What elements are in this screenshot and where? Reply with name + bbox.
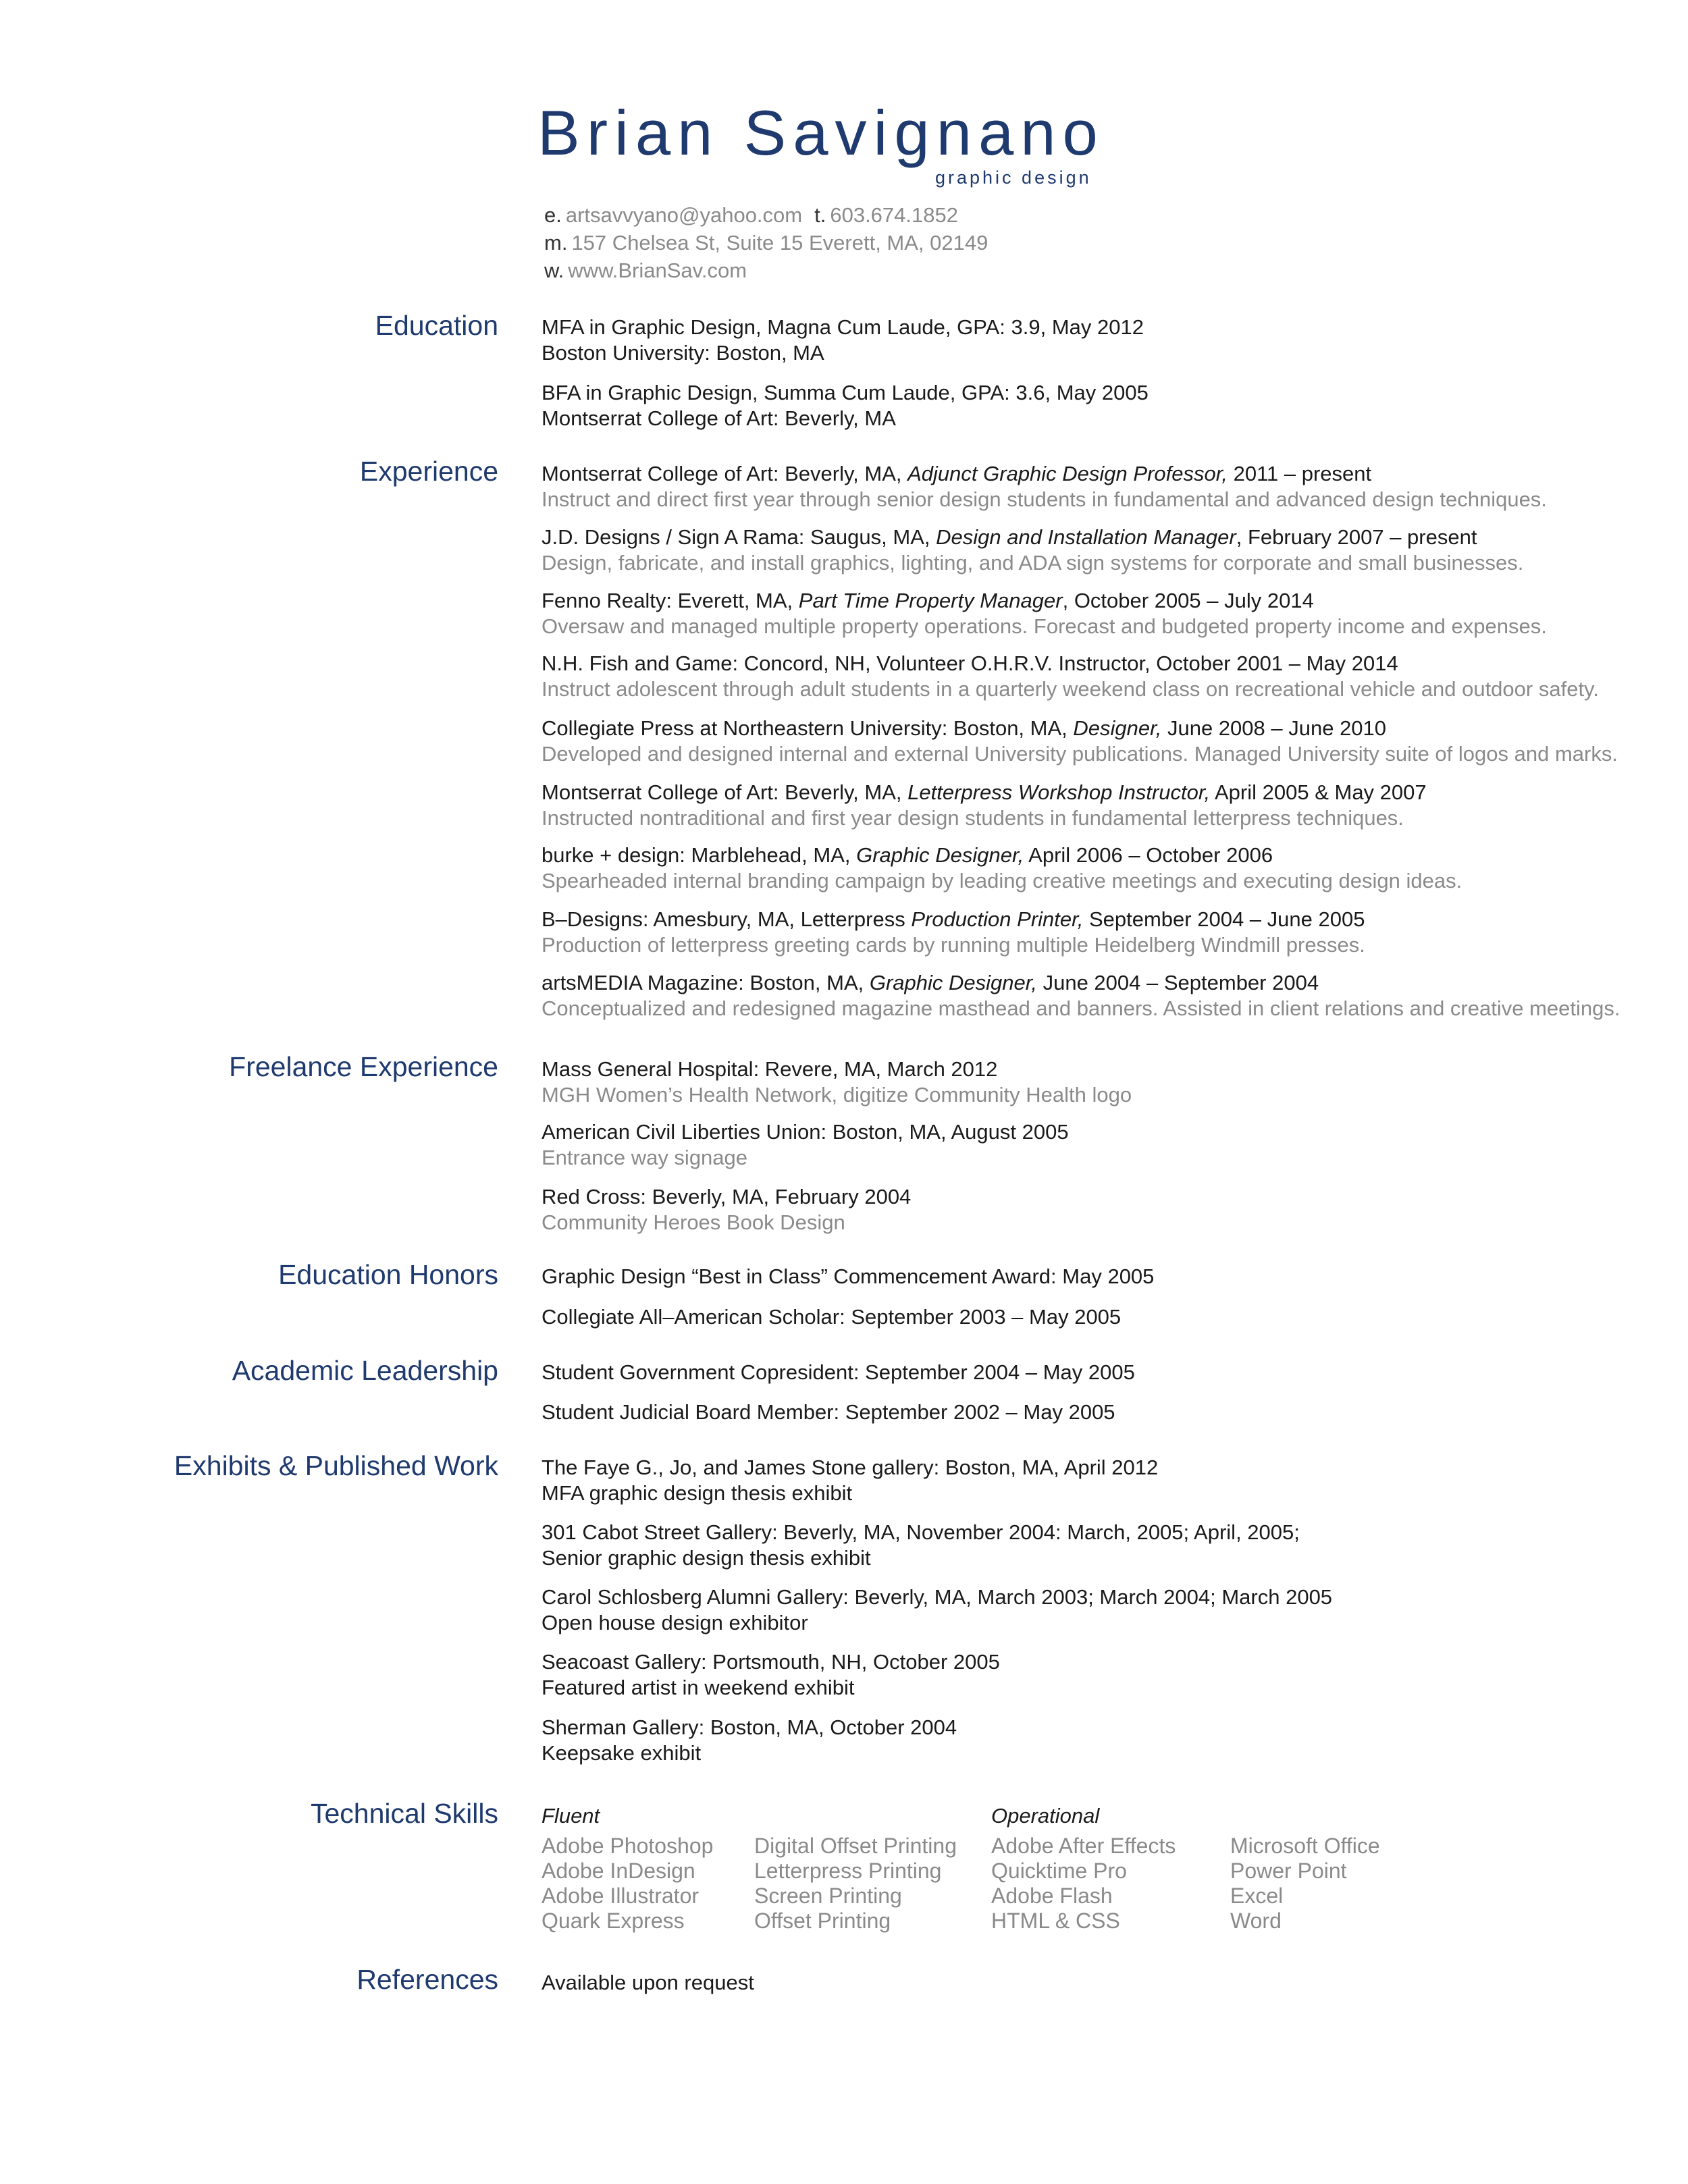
web-value[interactable]: www.BrianSav.com: [568, 259, 747, 282]
experience-org: burke + design: Marblehead, MA,: [542, 843, 857, 867]
experience-dates: June 2004 – September 2004: [1036, 971, 1319, 994]
section-heading-leadership: Academic Leadership: [232, 1355, 498, 1386]
freelance-desc: MGH Women’s Health Network, digitize Community Health logo: [542, 1083, 1132, 1107]
section-heading-experience: Experience: [359, 456, 498, 487]
skills-fluent-label: Fluent: [542, 1804, 600, 1828]
freelance-item: [542, 1184, 911, 1235]
experience-org: N.H. Fish and Game: Concord, NH, Volunteer O.H.R.V. Instructor, October 2001 – May 2014: [542, 651, 1398, 675]
skill-item: Adobe Flash: [991, 1884, 1113, 1908]
leadership-item: [542, 1360, 1135, 1385]
skill-item: Adobe Photoshop: [542, 1834, 714, 1858]
resume-tagline: graphic design: [935, 167, 1092, 188]
experience-item: [542, 970, 1620, 1021]
experience-dates: 2011 – present: [1227, 462, 1372, 485]
exhibit-title: Sherman Gallery: Boston, MA, October 2004: [542, 1715, 957, 1739]
section-heading-skills: Technical Skills: [311, 1798, 498, 1829]
experience-dates: April 2006 – October 2006: [1024, 843, 1273, 867]
skill-item: Letterpress Printing: [754, 1859, 942, 1883]
skill-item: HTML & CSS: [991, 1909, 1120, 1933]
experience-org: J.D. Designs / Sign A Rama: Saugus, MA,: [542, 525, 937, 549]
skill-item: Adobe After Effects: [991, 1834, 1176, 1858]
experience-org: Montserrat College of Art: Beverly, MA,: [542, 462, 908, 485]
experience-role: Adjunct Graphic Design Professor,: [907, 462, 1228, 485]
experience-dates: , October 2005 – July 2014: [1062, 589, 1314, 612]
experience-role: Graphic Designer,: [856, 843, 1024, 867]
experience-item: [542, 843, 1462, 894]
experience-item: [542, 588, 1547, 639]
exhibit-item: [542, 1584, 1332, 1636]
exhibit-title: 301 Cabot Street Gallery: Beverly, MA, November 2004: March, 2005; April, 2005;: [542, 1520, 1300, 1544]
exhibit-item: [542, 1715, 957, 1766]
experience-desc: Instructed nontraditional and first year design students in fundamental letterpress techniques.: [542, 806, 1404, 830]
experience-org: B–Designs: Amesbury, MA, Letterpress: [542, 907, 912, 931]
exhibit-item: [542, 1455, 1158, 1506]
exhibit-desc: Senior graphic design thesis exhibit: [542, 1546, 871, 1570]
freelance-desc: Entrance way signage: [542, 1146, 748, 1169]
education-item: [542, 315, 1144, 366]
experience-dates: September 2004 – June 2005: [1083, 907, 1365, 931]
experience-dates: April 2005 & May 2007: [1210, 780, 1427, 804]
references-item: [542, 1970, 754, 1996]
education-school: Montserrat College of Art: Beverly, MA: [542, 406, 896, 430]
experience-title: [542, 525, 1523, 550]
contact-block: [544, 201, 988, 284]
skill-item: Quark Express: [542, 1909, 685, 1933]
experience-desc: Developed and designed internal and external University publications. Managed University suite of logos and marks.: [542, 742, 1618, 766]
experience-org: artsMEDIA Magazine: Boston, MA,: [542, 971, 870, 994]
contact-line-email-phone: [544, 201, 988, 229]
experience-item: [542, 461, 1547, 512]
references-text: Available upon request: [542, 1971, 754, 1994]
experience-title: [542, 843, 1462, 868]
experience-item: [542, 907, 1365, 958]
experience-org: Collegiate Press at Northeastern University: Boston, MA,: [542, 716, 1074, 740]
experience-title: [542, 970, 1620, 996]
education-degree: BFA in Graphic Design, Summa Cum Laude, GPA: 3.6, May 2005: [542, 381, 1149, 404]
section-heading-honors: Education Honors: [278, 1259, 498, 1290]
experience-desc: Production of letterpress greeting cards by running multiple Heidelberg Windmill presses.: [542, 933, 1365, 957]
experience-org: Montserrat College of Art: Beverly, MA,: [542, 780, 908, 804]
skill-item: Microsoft Office: [1230, 1834, 1380, 1858]
exhibit-title: Carol Schlosberg Alumni Gallery: Beverly, MA, March 2003; March 2004; March 2005: [542, 1585, 1333, 1609]
experience-title: [542, 588, 1547, 614]
experience-dates: , February 2007 – present: [1236, 525, 1477, 549]
skills-column: [1230, 1834, 1380, 1934]
honor-text: Graphic Design “Best in Class” Commencement Award: May 2005: [542, 1264, 1155, 1288]
freelance-title: American Civil Liberties Union: Boston, MA, August 2005: [542, 1120, 1069, 1144]
honor-item: [542, 1264, 1154, 1289]
experience-title: [542, 716, 1618, 741]
experience-title: [542, 780, 1427, 805]
exhibit-desc: Featured artist in weekend exhibit: [542, 1676, 855, 1699]
leadership-text: Student Judicial Board Member: September 2002 – May 2005: [542, 1400, 1115, 1424]
experience-role: Letterpress Workshop Instructor,: [907, 780, 1211, 804]
resume-name: Brian Savignano: [537, 97, 1105, 168]
skill-item: Adobe InDesign: [542, 1859, 695, 1883]
experience-desc: Conceptualized and redesigned magazine masthead and banners. Assisted in client relations and creative meetings.: [542, 996, 1620, 1020]
skill-item: Digital Offset Printing: [754, 1834, 957, 1858]
skill-item: Screen Printing: [754, 1884, 902, 1908]
contact-line-web: [544, 257, 988, 284]
education-degree: MFA in Graphic Design, Magna Cum Laude, GPA: 3.9, May 2012: [542, 315, 1144, 339]
freelance-item: [542, 1057, 1132, 1108]
exhibit-desc: Open house design exhibitor: [542, 1611, 808, 1634]
honor-text: Collegiate All–American Scholar: September 2003 – May 2005: [542, 1305, 1122, 1329]
exhibit-desc: MFA graphic design thesis exhibit: [542, 1481, 853, 1505]
section-heading-education: Education: [375, 310, 498, 341]
contact-line-mail: [544, 229, 988, 257]
phone-key: t.: [814, 203, 826, 227]
freelance-title: Red Cross: Beverly, MA, February 2004: [542, 1185, 912, 1208]
freelance-item: [542, 1119, 1069, 1171]
freelance-desc: Community Heroes Book Design: [542, 1210, 845, 1234]
experience-role: Design and Installation Manager: [936, 525, 1236, 549]
experience-desc: Spearheaded internal branding campaign by leading creative meetings and executing design ideas.: [542, 869, 1462, 893]
mail-value: 157 Chelsea St, Suite 15 Everett, MA, 02149: [571, 231, 988, 255]
experience-dates: June 2008 – June 2010: [1161, 716, 1387, 740]
section-heading-freelance: Freelance Experience: [229, 1051, 498, 1082]
exhibit-desc: Keepsake exhibit: [542, 1741, 702, 1765]
skills-column: [754, 1834, 957, 1934]
exhibit-item: [542, 1649, 1000, 1701]
education-school: Boston University: Boston, MA: [542, 341, 824, 365]
skills-column: [542, 1834, 713, 1934]
exhibit-title: Seacoast Gallery: Portsmouth, NH, October 2005: [542, 1650, 1000, 1674]
section-heading-references: References: [357, 1964, 498, 1995]
education-item: [542, 380, 1149, 431]
experience-title: [542, 907, 1365, 932]
experience-item: [542, 716, 1618, 767]
honor-item: [542, 1304, 1121, 1330]
skill-item: Word: [1230, 1909, 1282, 1933]
experience-item: [542, 651, 1599, 702]
skill-item: Offset Printing: [754, 1909, 891, 1933]
skill-item: Power Point: [1230, 1859, 1347, 1883]
leadership-item: [542, 1400, 1115, 1425]
experience-title: [542, 651, 1599, 676]
exhibit-item: [542, 1520, 1300, 1571]
experience-desc: Instruct and direct first year through senior design students in fundamental and advanced design techniques.: [542, 487, 1547, 511]
skill-item: Adobe Illustrator: [542, 1884, 700, 1908]
web-key: w.: [544, 259, 564, 282]
experience-role: Production Printer,: [911, 907, 1084, 931]
email-value[interactable]: artsavvyano@yahoo.com: [565, 203, 803, 227]
experience-role: Designer,: [1073, 716, 1162, 740]
email-key: e.: [544, 203, 562, 227]
experience-desc: Instruct adolescent through adult students in a quarterly weekend class on recreational vehicle and outdoor safety.: [542, 677, 1599, 701]
experience-item: [542, 525, 1523, 576]
skills-operational-label: Operational: [991, 1804, 1100, 1828]
skills-column: [991, 1834, 1176, 1934]
phone-value: 603.674.1852: [830, 203, 958, 227]
experience-desc: Design, fabricate, and install graphics, lighting, and ADA sign systems for corporate and small businesses.: [542, 551, 1524, 575]
section-heading-exhibits: Exhibits & Published Work: [174, 1450, 498, 1481]
exhibit-title: The Faye G., Jo, and James Stone gallery: Boston, MA, April 2012: [542, 1456, 1159, 1479]
freelance-title: Mass General Hospital: Revere, MA, March 2012: [542, 1057, 998, 1081]
skill-item: Excel: [1230, 1884, 1284, 1908]
experience-org: Fenno Realty: Everett, MA,: [542, 589, 799, 612]
experience-desc: Oversaw and managed multiple property operations. Forecast and budgeted property income and expenses.: [542, 614, 1547, 638]
experience-role: Graphic Designer,: [869, 971, 1037, 994]
experience-role: Part Time Property Manager: [798, 589, 1063, 612]
skill-item: Quicktime Pro: [991, 1859, 1127, 1883]
experience-item: [542, 780, 1427, 831]
mail-key: m.: [544, 231, 568, 255]
leadership-text: Student Government Copresident: September 2004 – May 2005: [542, 1360, 1135, 1384]
experience-title: [542, 461, 1547, 487]
